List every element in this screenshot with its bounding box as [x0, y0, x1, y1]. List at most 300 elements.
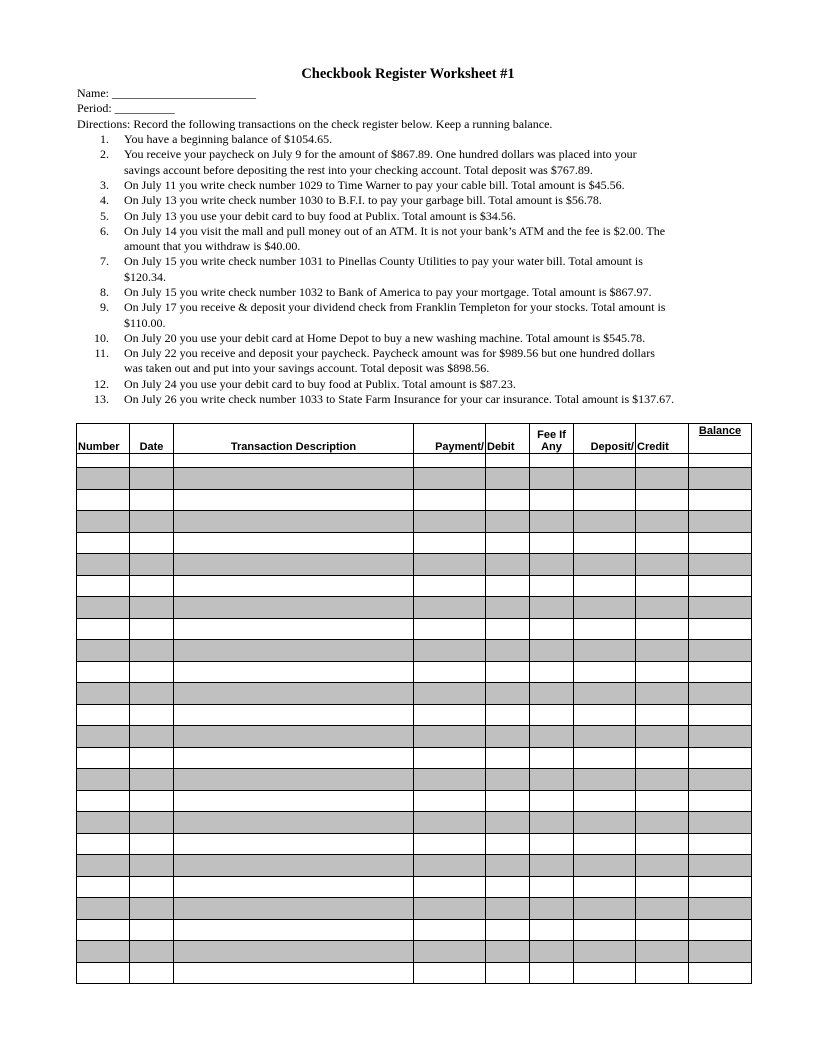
instruction-item [77, 392, 777, 407]
register-cell-debit[interactable] [486, 468, 530, 490]
register-cell-fee[interactable] [530, 683, 574, 705]
register-cell-fee[interactable] [530, 898, 574, 920]
register-row [77, 941, 752, 963]
register-cell-credit[interactable] [636, 554, 689, 576]
instruction-text [124, 346, 764, 377]
instruction-number: 3. [100, 177, 109, 192]
register-cell-credit[interactable] [636, 640, 689, 662]
register-cell-debit[interactable] [486, 962, 530, 984]
register-cell-payment-debit[interactable] [414, 962, 486, 984]
register-cell-description[interactable] [174, 489, 414, 511]
header-fee-line1: Fee If [537, 429, 566, 441]
register-row [77, 489, 752, 511]
register-cell-balance[interactable] [689, 962, 752, 984]
register-cell-fee[interactable] [530, 468, 574, 490]
register-cell-description[interactable] [174, 833, 414, 855]
register-cell-date[interactable] [130, 962, 174, 984]
register-cell-description[interactable] [174, 726, 414, 748]
register-cell-number[interactable] [77, 919, 130, 941]
instruction-line: was taken out and put into your savings account. Total deposit was $898.56. [124, 361, 490, 376]
register-cell-payment-debit[interactable] [414, 575, 486, 597]
register-cell-balance[interactable] [689, 511, 752, 533]
register-row [77, 790, 752, 812]
register-cell-debit[interactable] [486, 855, 530, 877]
directions-text: Directions: Record the following transactions on the check register below. Keep a running balance. [77, 117, 553, 131]
register-cell-description[interactable] [174, 919, 414, 941]
register-cell-number[interactable] [77, 575, 130, 597]
register-cell-debit[interactable] [486, 597, 530, 619]
register-cell-deposit-credit[interactable] [574, 618, 636, 640]
register-row [77, 898, 752, 920]
instruction-text [124, 193, 764, 208]
register-cell-fee[interactable] [530, 833, 574, 855]
register-cell-balance[interactable] [689, 704, 752, 726]
instruction-item [77, 209, 777, 224]
instruction-line: $110.00. [124, 315, 166, 330]
register-cell-number[interactable] [77, 898, 130, 920]
register-cell-balance[interactable] [689, 769, 752, 791]
register-cell-credit[interactable] [636, 726, 689, 748]
register-cell-balance[interactable] [689, 489, 752, 511]
register-cell-balance[interactable] [689, 812, 752, 834]
register-cell-deposit-credit[interactable] [574, 876, 636, 898]
register-cell-credit[interactable] [636, 661, 689, 683]
register-cell-date[interactable] [130, 855, 174, 877]
register-cell-debit[interactable] [486, 833, 530, 855]
register-row [77, 618, 752, 640]
register-cell-description[interactable] [174, 898, 414, 920]
register-row [77, 704, 752, 726]
register-cell-fee[interactable] [530, 855, 574, 877]
register-cell-credit[interactable] [636, 898, 689, 920]
instruction-line: $120.34. [124, 269, 166, 284]
register-cell-deposit-credit[interactable] [574, 855, 636, 877]
instruction-number: 9. [100, 300, 109, 315]
register-cell-date[interactable] [130, 661, 174, 683]
register-row [77, 511, 752, 533]
register-cell-balance[interactable] [689, 575, 752, 597]
register-cell-number[interactable] [77, 683, 130, 705]
register-cell-number[interactable] [77, 769, 130, 791]
register-row [77, 661, 752, 683]
register-cell-date[interactable] [130, 726, 174, 748]
instruction-number: 6. [100, 223, 109, 238]
register-cell-fee[interactable] [530, 726, 574, 748]
register-row [77, 747, 752, 769]
register-subheader-row [77, 454, 752, 468]
register-cell-date[interactable] [130, 489, 174, 511]
register-cell-debit[interactable] [486, 661, 530, 683]
register-cell-credit[interactable] [636, 597, 689, 619]
register-cell-payment-debit[interactable] [414, 661, 486, 683]
instruction-number: 11. [94, 346, 109, 361]
register-cell-debit[interactable] [486, 575, 530, 597]
register-cell-description[interactable] [174, 812, 414, 834]
instruction-text [124, 209, 764, 224]
register-cell-number[interactable] [77, 941, 130, 963]
register-row [77, 554, 752, 576]
register-cell-credit[interactable] [636, 919, 689, 941]
check-register-table [76, 423, 752, 984]
register-cell-number[interactable] [77, 726, 130, 748]
register-cell-balance[interactable] [689, 919, 752, 941]
register-cell-description[interactable] [174, 683, 414, 705]
register-cell-fee[interactable] [530, 769, 574, 791]
register-cell-description[interactable] [174, 855, 414, 877]
register-cell-credit[interactable] [636, 941, 689, 963]
register-cell-description[interactable] [174, 554, 414, 576]
register-cell-date[interactable] [130, 618, 174, 640]
register-cell-payment-debit[interactable] [414, 769, 486, 791]
instruction-line: On July 14 you visit the mall and pull money out of an ATM. It is not your bank’s ATM and the fee is $2.00. The [124, 223, 666, 238]
register-cell-payment-debit[interactable] [414, 790, 486, 812]
register-cell-date[interactable] [130, 941, 174, 963]
register-cell-date[interactable] [130, 704, 174, 726]
register-cell-description[interactable] [174, 790, 414, 812]
register-cell-payment-debit[interactable] [414, 747, 486, 769]
register-cell-debit[interactable] [486, 747, 530, 769]
register-cell-deposit-credit[interactable] [574, 704, 636, 726]
register-row [77, 919, 752, 941]
register-cell-balance[interactable] [689, 876, 752, 898]
instruction-item [77, 331, 777, 346]
register-cell-date[interactable] [130, 597, 174, 619]
header-date: Date [130, 424, 174, 454]
register-cell-description[interactable] [174, 640, 414, 662]
register-cell-balance[interactable] [689, 618, 752, 640]
register-cell-payment-debit[interactable] [414, 855, 486, 877]
register-cell-deposit-credit[interactable] [574, 468, 636, 490]
register-cell-deposit-credit[interactable] [574, 790, 636, 812]
register-cell-fee[interactable] [530, 941, 574, 963]
register-cell-number[interactable] [77, 962, 130, 984]
register-cell-date[interactable] [130, 554, 174, 576]
register-cell-balance[interactable] [689, 597, 752, 619]
register-cell-payment-debit[interactable] [414, 554, 486, 576]
register-cell-number[interactable] [77, 554, 130, 576]
register-cell-credit[interactable] [636, 747, 689, 769]
register-cell-fee[interactable] [530, 597, 574, 619]
register-cell-deposit-credit[interactable] [574, 554, 636, 576]
register-cell-description[interactable] [174, 704, 414, 726]
register-cell-payment-debit[interactable] [414, 941, 486, 963]
instruction-item [77, 300, 777, 331]
register-cell-number[interactable] [77, 812, 130, 834]
register-header-row [77, 424, 752, 454]
register-cell-debit[interactable] [486, 618, 530, 640]
register-cell-payment-debit[interactable] [414, 898, 486, 920]
register-cell-number[interactable] [77, 511, 130, 533]
instruction-item [77, 254, 777, 285]
register-cell-description[interactable] [174, 962, 414, 984]
register-cell-debit[interactable] [486, 726, 530, 748]
register-cell-payment-debit[interactable] [414, 876, 486, 898]
register-cell-credit[interactable] [636, 855, 689, 877]
register-cell-description[interactable] [174, 876, 414, 898]
page-title: Checkbook Register Worksheet #1 [301, 66, 515, 82]
register-cell-payment-debit[interactable] [414, 919, 486, 941]
register-cell-number[interactable] [77, 747, 130, 769]
register-cell-payment-debit[interactable] [414, 532, 486, 554]
register-cell-payment-debit[interactable] [414, 511, 486, 533]
instruction-line: On July 24 you use your debit card to buy food at Publix. Total amount is $87.23. [124, 376, 516, 391]
register-cell-credit[interactable] [636, 511, 689, 533]
instruction-item [77, 285, 777, 300]
register-cell-deposit-credit[interactable] [574, 489, 636, 511]
header-transaction-description: Transaction Description [174, 424, 414, 454]
instruction-line: On July 22 you receive and deposit your paycheck. Paycheck amount was for $989.56 but one hundred dollars [124, 346, 655, 361]
register-cell-payment-debit[interactable] [414, 683, 486, 705]
register-cell-credit[interactable] [636, 769, 689, 791]
register-cell-deposit-credit[interactable] [574, 898, 636, 920]
instruction-text [124, 392, 764, 407]
register-cell-balance[interactable] [689, 790, 752, 812]
register-cell-date[interactable] [130, 876, 174, 898]
register-cell-description[interactable] [174, 468, 414, 490]
register-cell-number[interactable] [77, 532, 130, 554]
register-cell-description[interactable] [174, 597, 414, 619]
instruction-line: On July 17 you receive & deposit your dividend check from Franklin Templeton for your stocks. Total amount is [124, 300, 666, 315]
register-cell-credit[interactable] [636, 575, 689, 597]
instruction-line: amount that you withdraw is $40.00. [124, 239, 301, 254]
register-cell-description[interactable] [174, 769, 414, 791]
register-cell-balance[interactable] [689, 661, 752, 683]
register-cell-balance[interactable] [689, 532, 752, 554]
header-debit: Debit [486, 424, 530, 454]
register-cell-description[interactable] [174, 941, 414, 963]
register-cell-credit[interactable] [636, 962, 689, 984]
register-cell-description[interactable] [174, 661, 414, 683]
instruction-number: 10. [94, 330, 109, 345]
register-cell-balance[interactable] [689, 640, 752, 662]
register-cell-debit[interactable] [486, 554, 530, 576]
register-cell-fee[interactable] [530, 489, 574, 511]
register-cell-number[interactable] [77, 855, 130, 877]
register-cell-deposit-credit[interactable] [574, 683, 636, 705]
instruction-item [77, 178, 777, 193]
register-cell-date[interactable] [130, 640, 174, 662]
register-cell-date[interactable] [130, 511, 174, 533]
instruction-line: On July 11 you write check number 1029 to Time Warner to pay your cable bill. Total amount is $45.56. [124, 177, 625, 192]
register-cell-payment-debit[interactable] [414, 468, 486, 490]
header-credit: Credit [636, 424, 689, 454]
register-cell-date[interactable] [130, 532, 174, 554]
register-cell-debit[interactable] [486, 941, 530, 963]
register-cell-deposit-credit[interactable] [574, 661, 636, 683]
register-row [77, 683, 752, 705]
instruction-text [124, 147, 764, 178]
period-field-label: Period: __________ [77, 101, 175, 115]
register-cell-payment-debit[interactable] [414, 833, 486, 855]
instruction-item [77, 224, 777, 255]
register-cell-fee[interactable] [530, 962, 574, 984]
register-cell-number[interactable] [77, 661, 130, 683]
register-cell-fee[interactable] [530, 661, 574, 683]
register-cell-balance[interactable] [689, 941, 752, 963]
register-cell-number[interactable] [77, 833, 130, 855]
register-cell-payment-debit[interactable] [414, 704, 486, 726]
instruction-line: On July 20 you use your debit card at Home Depot to buy a new washing machine. Total amount is $545.78. [124, 330, 646, 345]
register-cell-credit[interactable] [636, 812, 689, 834]
instruction-text [124, 377, 764, 392]
register-cell-debit[interactable] [486, 683, 530, 705]
register-cell-deposit-credit[interactable] [574, 511, 636, 533]
register-cell-description[interactable] [174, 511, 414, 533]
register-cell-debit[interactable] [486, 704, 530, 726]
register-cell-payment-debit[interactable] [414, 812, 486, 834]
register-row [77, 876, 752, 898]
instruction-line: On July 15 you write check number 1032 to Bank of America to pay your mortgage. Total amount is $867.97. [124, 285, 652, 299]
register-cell-deposit-credit[interactable] [574, 532, 636, 554]
instruction-number: 13. [94, 392, 109, 407]
header-number: Number [77, 424, 130, 454]
instruction-text [124, 132, 764, 147]
register-cell-deposit-credit[interactable] [574, 726, 636, 748]
register-cell-debit[interactable] [486, 489, 530, 511]
register-row [77, 640, 752, 662]
header-fee-line2: Any [541, 441, 562, 453]
register-cell-date[interactable] [130, 468, 174, 490]
register-cell-fee[interactable] [530, 790, 574, 812]
register-cell-debit[interactable] [486, 876, 530, 898]
instruction-line: You receive your paycheck on July 9 for the amount of $867.89. One hundred dollars was placed into your [124, 147, 637, 162]
register-cell-number[interactable] [77, 704, 130, 726]
register-cell-fee[interactable] [530, 812, 574, 834]
register-cell-number[interactable] [77, 489, 130, 511]
register-cell-deposit-credit[interactable] [574, 919, 636, 941]
register-body [77, 468, 752, 984]
register-cell-payment-debit[interactable] [414, 489, 486, 511]
register-cell-credit[interactable] [636, 876, 689, 898]
register-cell-date[interactable] [130, 790, 174, 812]
register-cell-balance[interactable] [689, 855, 752, 877]
register-cell-date[interactable] [130, 898, 174, 920]
register-cell-fee[interactable] [530, 704, 574, 726]
register-cell-date[interactable] [130, 575, 174, 597]
register-cell-fee[interactable] [530, 876, 574, 898]
register-cell-number[interactable] [77, 790, 130, 812]
register-cell-number[interactable] [77, 640, 130, 662]
register-cell-number[interactable] [77, 597, 130, 619]
register-cell-balance[interactable] [689, 898, 752, 920]
register-cell-deposit-credit[interactable] [574, 640, 636, 662]
header-balance: Balance [689, 424, 752, 454]
register-cell-payment-debit[interactable] [414, 640, 486, 662]
instruction-item [77, 147, 777, 178]
register-row [77, 597, 752, 619]
register-cell-credit[interactable] [636, 618, 689, 640]
register-cell-balance[interactable] [689, 726, 752, 748]
register-cell-date[interactable] [130, 769, 174, 791]
instruction-text [124, 300, 764, 331]
register-cell-deposit-credit[interactable] [574, 833, 636, 855]
register-cell-debit[interactable] [486, 640, 530, 662]
register-cell-fee[interactable] [530, 640, 574, 662]
instruction-text [124, 254, 764, 285]
register-cell-deposit-credit[interactable] [574, 575, 636, 597]
register-cell-debit[interactable] [486, 919, 530, 941]
instruction-line: You have a beginning balance of $1054.65. [124, 132, 333, 146]
register-cell-date[interactable] [130, 833, 174, 855]
register-cell-payment-debit[interactable] [414, 726, 486, 748]
instruction-item [77, 377, 777, 392]
register-cell-debit[interactable] [486, 790, 530, 812]
register-cell-credit[interactable] [636, 704, 689, 726]
instruction-number: 7. [100, 254, 109, 269]
register-row [77, 532, 752, 554]
register-cell-payment-debit[interactable] [414, 597, 486, 619]
register-cell-credit[interactable] [636, 468, 689, 490]
register-cell-debit[interactable] [486, 532, 530, 554]
register-cell-credit[interactable] [636, 833, 689, 855]
register-cell-fee[interactable] [530, 575, 574, 597]
instruction-text [124, 178, 764, 193]
register-cell-fee[interactable] [530, 747, 574, 769]
register-cell-date[interactable] [130, 747, 174, 769]
register-cell-date[interactable] [130, 812, 174, 834]
register-cell-balance[interactable] [689, 554, 752, 576]
instruction-text [124, 224, 764, 255]
register-cell-balance[interactable] [689, 833, 752, 855]
register-cell-credit[interactable] [636, 790, 689, 812]
instruction-line: On July 13 you use your debit card to buy food at Publix. Total amount is $34.56. [124, 208, 516, 223]
register-cell-debit[interactable] [486, 511, 530, 533]
register-cell-deposit-credit[interactable] [574, 747, 636, 769]
register-cell-description[interactable] [174, 747, 414, 769]
register-cell-debit[interactable] [486, 812, 530, 834]
instruction-number: 2. [100, 147, 109, 162]
register-cell-description[interactable] [174, 575, 414, 597]
register-row [77, 855, 752, 877]
instruction-number: 1. [100, 132, 109, 146]
register-cell-deposit-credit[interactable] [574, 812, 636, 834]
register-cell-number[interactable] [77, 618, 130, 640]
register-cell-fee[interactable] [530, 618, 574, 640]
register-cell-date[interactable] [130, 919, 174, 941]
register-cell-deposit-credit[interactable] [574, 941, 636, 963]
register-cell-deposit-credit[interactable] [574, 962, 636, 984]
register-cell-payment-debit[interactable] [414, 618, 486, 640]
register-cell-balance[interactable] [689, 468, 752, 490]
register-cell-fee[interactable] [530, 511, 574, 533]
register-cell-deposit-credit[interactable] [574, 769, 636, 791]
register-cell-fee[interactable] [530, 919, 574, 941]
register-cell-debit[interactable] [486, 898, 530, 920]
header-payment: Payment/ [414, 424, 486, 454]
instruction-line: On July 15 you write check number 1031 to Pinellas County Utilities to pay your water bill. Total amount is [124, 254, 643, 269]
register-cell-fee[interactable] [530, 554, 574, 576]
register-cell-description[interactable] [174, 618, 414, 640]
register-row [77, 468, 752, 490]
register-cell-number[interactable] [77, 876, 130, 898]
instruction-item [77, 346, 777, 377]
register-row [77, 769, 752, 791]
register-cell-credit[interactable] [636, 683, 689, 705]
register-cell-fee[interactable] [530, 532, 574, 554]
register-cell-credit[interactable] [636, 489, 689, 511]
register-cell-balance[interactable] [689, 747, 752, 769]
register-cell-debit[interactable] [486, 769, 530, 791]
register-cell-balance[interactable] [689, 683, 752, 705]
register-row [77, 962, 752, 984]
instruction-line: On July 26 you write check number 1033 to State Farm Insurance for your car insurance. Total amount is $137.67. [124, 392, 675, 407]
register-cell-credit[interactable] [636, 532, 689, 554]
instruction-line: On July 13 you write check number 1030 to B.F.I. to pay your garbage bill. Total amount is $56.78. [124, 193, 602, 208]
register-cell-date[interactable] [130, 683, 174, 705]
register-cell-description[interactable] [174, 532, 414, 554]
register-cell-number[interactable] [77, 468, 130, 490]
register-cell-deposit-credit[interactable] [574, 597, 636, 619]
